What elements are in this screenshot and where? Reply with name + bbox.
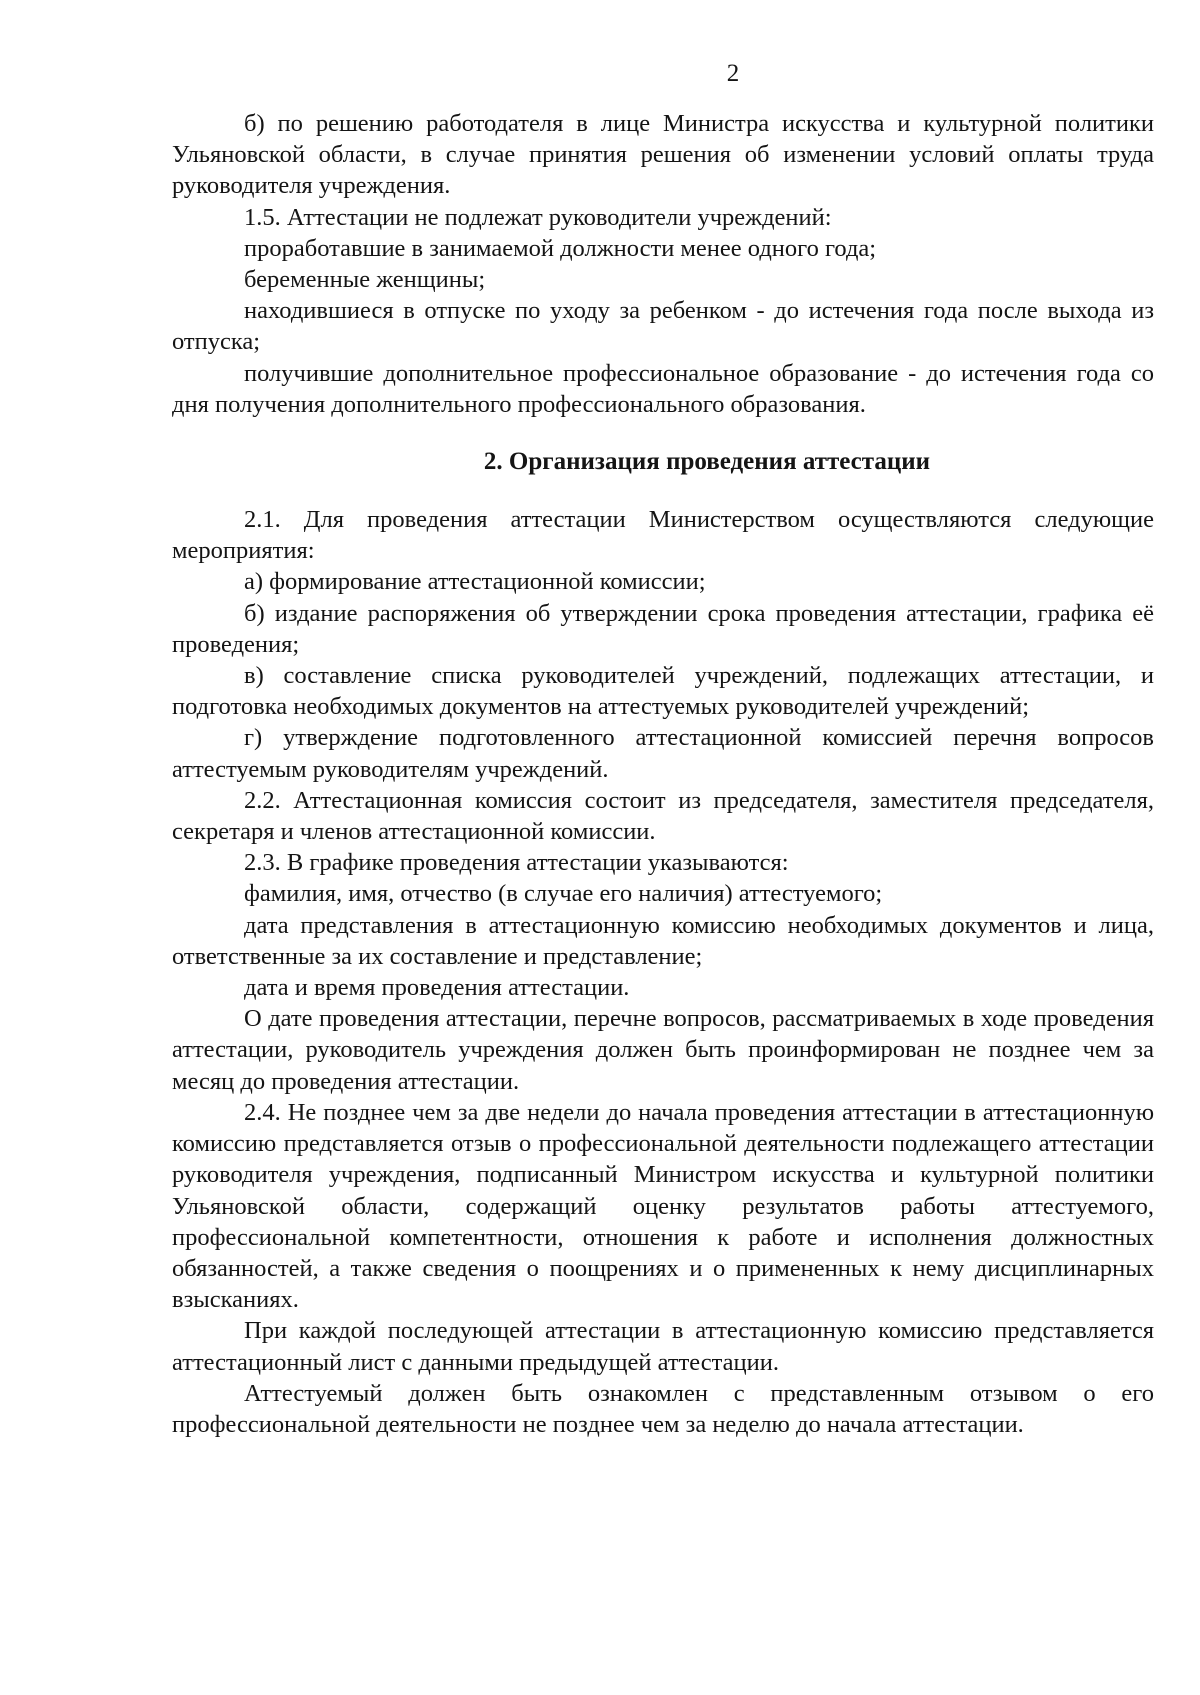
document-page — [172, 58, 1154, 1440]
paragraph: Аттестуемый должен быть ознакомлен с представленным отзывом о его профессиональной деятельности не позднее чем за неделю до начала аттестации. — [172, 1379, 1154, 1438]
paragraph: дата и время проведения аттестации. — [244, 974, 630, 1002]
paragraph: фамилия, имя, отчество (в случае его наличия) аттестуемого; — [244, 880, 883, 908]
paragraph: а) формирование аттестационной комиссии; — [244, 568, 706, 596]
paragraph: 2.4. Не позднее чем за две недели до начала проведения аттестации в аттестационную комиссию представляется отзыв о профессиональной деятельности подлежащего аттестации руководителя учреждения, подписанный Министром искусства и культурной политики Ульяновской области, содержащий оценку результатов работы аттестуемого, профессиональной компетентности, отношения к работе и исполнения должностных обязанностей, а также сведения о поощрениях и о примененных к нему дисциплинарных взысканиях. — [172, 1098, 1154, 1314]
paragraph: дата представления в аттестационную комиссию необходимых документов и лица, ответственные за их составление и представление; — [172, 911, 1154, 970]
page-number: 2 — [726, 60, 740, 87]
paragraph: б) издание распоряжения об утверждении срока проведения аттестации, графика её проведения; — [172, 599, 1154, 658]
paragraph: При каждой последующей аттестации в аттестационную комиссию представляется аттестационный лист с данными предыдущей аттестации. — [172, 1317, 1154, 1376]
section-title: 2. Организация проведения аттестации — [483, 448, 931, 476]
paragraph: О дате проведения аттестации, перечне вопросов, рассматриваемых в ходе проведения аттестации, руководитель учреждения должен быть проинформирован не позднее чем за месяц до проведения аттестации. — [172, 1005, 1154, 1095]
paragraph: получившие дополнительное профессиональное образование - до истечения года со дня получения дополнительного профессионального образования. — [172, 359, 1154, 418]
paragraph: б) по решению работодателя в лице Министра искусства и культурной политики Ульяновской области, в случае принятия решения об изменении условий оплаты труда руководителя учреждения. — [172, 110, 1154, 200]
paragraph: проработавшие в занимаемой должности менее одного года; — [244, 234, 877, 262]
paragraph: находившиеся в отпуске по уходу за ребенком - до истечения года после выхода из отпуска; — [172, 297, 1154, 356]
paragraph: беременные женщины; — [244, 266, 486, 294]
paragraph: г) утверждение подготовленного аттестационной комиссией перечня вопросов аттестуемым руководителям учреждений. — [172, 724, 1154, 783]
paragraph: 2.1. Для проведения аттестации Министерством осуществляются следующие мероприятия: — [172, 506, 1154, 565]
paragraph: 2.2. Аттестационная комиссия состоит из председателя, заместителя председателя, секретаря и членов аттестационной комиссии. — [172, 786, 1154, 846]
paragraph: 2.3. В графике проведения аттестации указываются: — [244, 849, 789, 877]
paragraph: в) составление списка руководителей учреждений, подлежащих аттестации, и подготовка необходимых документов на аттестуемых руководителей учреждений; — [172, 662, 1154, 721]
paragraph: 1.5. Аттестации не подлежат руководители учреждений: — [244, 203, 832, 231]
